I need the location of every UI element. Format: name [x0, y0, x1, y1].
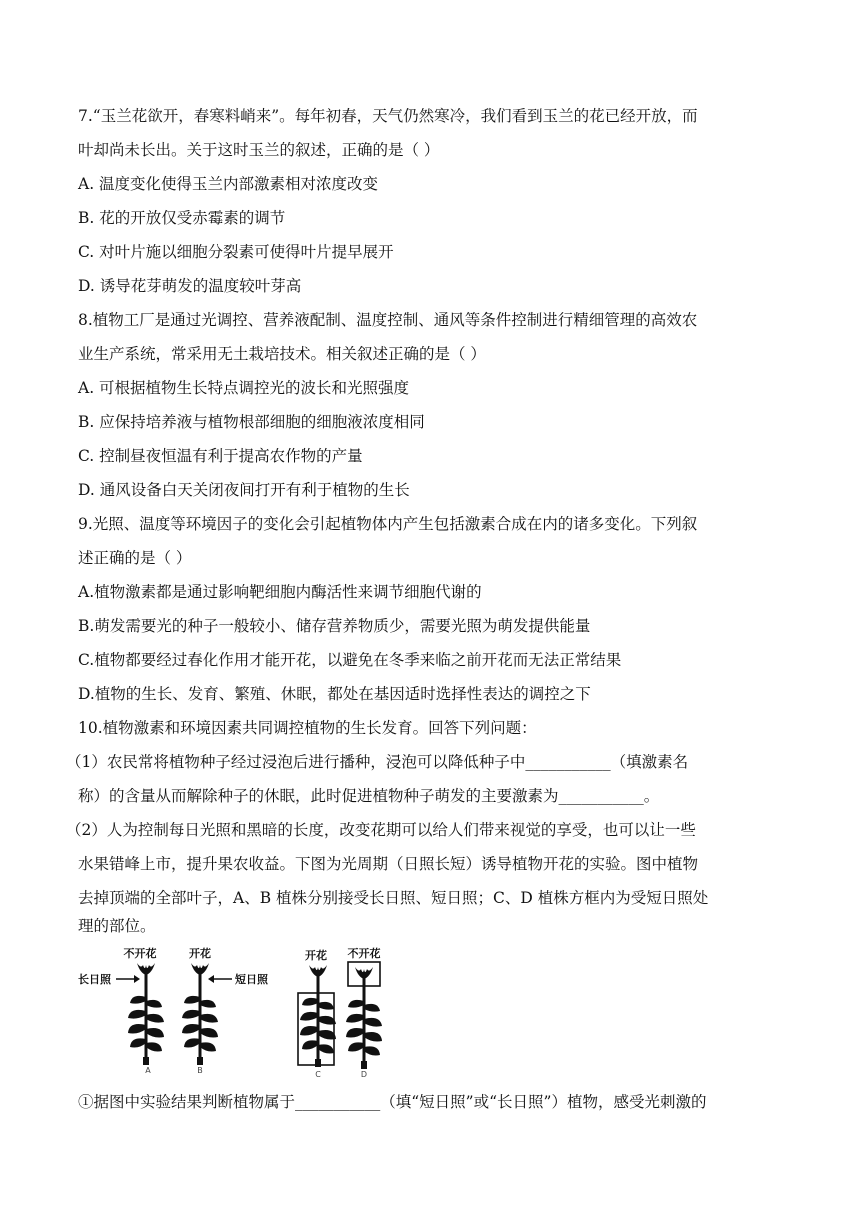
- letter-b: B: [197, 1066, 203, 1075]
- q10-part2-line4: 理的部位。: [78, 917, 156, 935]
- q9-stem-line2: 述正确的是（ ）: [78, 549, 192, 567]
- q7-stem-line1: 7.“玉兰花欲开，春寒料峭来”。每年初春，天气仍然寒冷，我们看到玉兰的花已经开放，而: [78, 107, 698, 125]
- q7-stem-line2: 叶却尚未长出。关于这时玉兰的叙述，正确的是（ ）: [78, 141, 440, 159]
- q8-stem-line2: 业生产系统，常采用无土栽培技术。相关叙述正确的是（ ）: [78, 345, 486, 363]
- q10-part2-line3: 去掉顶端的全部叶子，A、B 植株分别接受长日照、短日照；C、D 植株方框内为受短日照处: [78, 889, 709, 907]
- q10-part1-line2: 称）的含量从而解除种子的休眠，此时促进植物种子萌发的主要激素为___________。: [78, 787, 660, 805]
- q7-option-d: D. 诱导花芽萌发的温度较叶芽高: [78, 277, 302, 295]
- q7-option-a: A. 温度变化使得玉兰内部激素相对浓度改变: [78, 175, 379, 193]
- q10-part1-line1: （1）农民常将植物种子经过浸泡后进行播种，浸泡可以降低种子中___________（填激素名: [66, 753, 689, 771]
- letter-a: A: [145, 1066, 151, 1075]
- plant-a: [128, 963, 164, 1065]
- q9-option-b: B.萌发需要光的种子一般较小、储存营养物质少，需要光照为萌发提供能量: [78, 617, 591, 635]
- q9-option-c: C.植物都要经过春化作用才能开花，以避免在冬季来临之前开花而无法正常结果: [78, 651, 622, 669]
- q10-stem: 10.植物激素和环境因素共同调控植物的生长发育。回答下列问题：: [78, 719, 537, 737]
- arrow-b-head: [208, 975, 214, 983]
- q9-option-d: D.植物的生长、发育、繁殖、休眠，都处在基因适时选择性表达的调控之下: [78, 685, 591, 703]
- q10-part2-line2: 水果错峰上市，提升果农收益。下图为光周期（日照长短）诱导植物开花的实验。图中植物: [78, 855, 699, 873]
- plant-d: [346, 967, 382, 1069]
- q8-stem-line1: 8.植物工厂是通过光调控、营养液配制、温度控制、通风等条件控制进行精细管理的高效农: [78, 311, 698, 329]
- label-a-no-flower: 不开花: [123, 947, 157, 960]
- q9-option-a: A.植物激素都是通过影响靶细胞内酶活性来调节细胞代谢的: [78, 583, 482, 601]
- q8-option-b: B. 应保持培养液与植物根部细胞的细胞液浓度相同: [78, 413, 425, 431]
- label-c-flower: 开花: [305, 949, 327, 962]
- label-d-no-flower: 不开花: [347, 947, 381, 960]
- q8-option-c: C. 控制昼夜恒温有利于提高农作物的产量: [78, 447, 363, 465]
- q7-option-c: C. 对叶片施以细胞分裂素可使得叶片提早展开: [78, 243, 394, 261]
- label-b-flower: 开花: [189, 947, 211, 960]
- q8-option-a: A. 可根据植物生长特点调控光的波长和光照强度: [78, 379, 410, 397]
- photoperiod-experiment-figure: [78, 945, 398, 1080]
- plant-c: [300, 965, 336, 1067]
- q10-part2-line1: （2）人为控制每日光照和黑暗的长度，改变花期可以给人们带来视觉的享受，也可以让一些: [66, 821, 696, 839]
- q8-option-d: D. 通风设备白天关闭夜间打开有利于植物的生长: [78, 481, 410, 499]
- arrow-a-head: [134, 975, 140, 983]
- short-day-label: 短日照: [235, 973, 268, 986]
- q10-sub1: ①据图中实验结果判断植物属于___________（填“短日照”或“长日照”）植物，感受光刺激的: [78, 1093, 707, 1111]
- letter-d: D: [360, 1070, 368, 1079]
- q7-option-b: B. 花的开放仅受赤霉素的调节: [78, 209, 286, 227]
- long-day-label: 长日照: [78, 973, 111, 986]
- q9-stem-line1: 9.光照、温度等环境因子的变化会引起植物体内产生包括激素合成在内的诸多变化。下列叙: [78, 515, 698, 533]
- photoperiod-diagram: [78, 945, 398, 1080]
- letter-c: C: [315, 1070, 321, 1079]
